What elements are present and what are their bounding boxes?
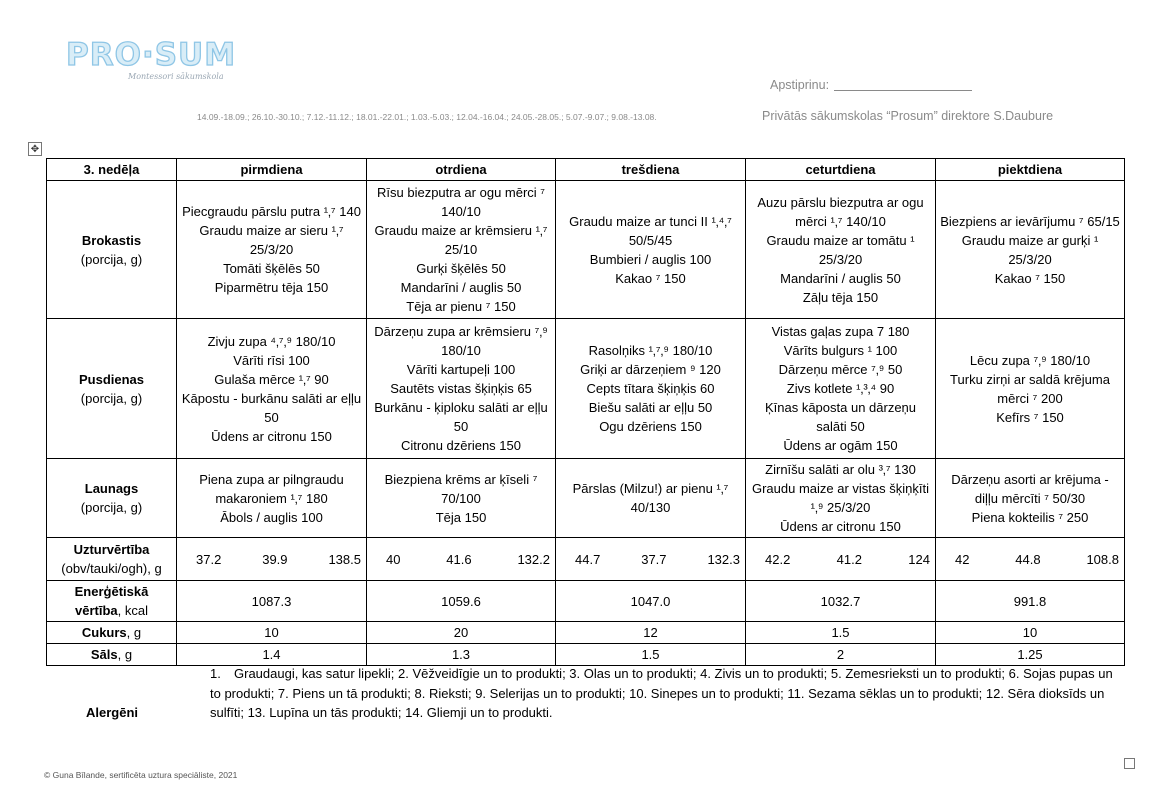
menu-dates: 14.09.-18.09.; 26.10.-30.10.; 7.12.-11.12.; 18.01.-22.01.; 1.03.-5.03.; 12.04.-16.04.; 24.05.-28.05.; 5.07.-9.07.; 9.08.-13.08. xyxy=(197,112,657,122)
fat-value: 39.9 xyxy=(262,551,288,567)
copyright-footer: © Guna Bīlande, sertificēta uztura speciāliste, 2021 xyxy=(44,770,238,780)
dish-item: Turku zirņi ar saldā krējuma mērci ⁷ 200 xyxy=(950,371,1110,406)
snack-row xyxy=(47,459,1125,538)
dish-item: Gurķi šķēlēs 50 xyxy=(416,261,506,276)
salt-value: 1.5 xyxy=(556,644,746,666)
nutrition-cell xyxy=(746,538,936,581)
salt-value: 1.3 xyxy=(367,644,556,666)
dish-item: Vārīti rīsi 100 xyxy=(233,352,310,368)
meal-cell xyxy=(367,459,556,538)
dish-item: Lēcu zupa ⁷‚⁹ 180/10 xyxy=(969,352,1091,368)
week-label: 3. nedēļa xyxy=(47,159,177,181)
breakfast-row xyxy=(47,181,1125,319)
approval-line xyxy=(770,78,972,92)
dish-item: Ūdens ar ogām 150 xyxy=(783,438,898,453)
dish-item: Kāpostu - burkānu salāti ar eļļu 50 xyxy=(181,390,362,425)
protein-value: 40 xyxy=(386,551,401,567)
row-label xyxy=(47,459,177,538)
dish-item: Vārīts bulgurs ¹ 100 xyxy=(783,343,898,358)
protein-value: 44.7 xyxy=(575,551,601,567)
dish-item: Ķīnas kāposta un dārzeņu salāti 50 xyxy=(764,400,917,434)
meal-cell xyxy=(936,181,1125,319)
dish-item: Ūdens ar citronu 150 xyxy=(211,428,332,444)
sugar-row xyxy=(47,622,1125,644)
nutrition-cell xyxy=(936,538,1125,581)
energy-value: 1087.3 xyxy=(177,581,367,622)
logo-text: PRO·SUM xyxy=(66,37,237,73)
dish-item: Piecgraudu pārslu putra ¹‚⁷ 140 xyxy=(182,204,361,219)
nutrition-cell xyxy=(367,538,556,581)
lunch-row xyxy=(47,319,1125,459)
dish-item: Tēja 150 xyxy=(435,509,487,525)
meal-cell xyxy=(746,319,936,459)
row-label xyxy=(47,622,177,644)
dish-item: Piena kokteilis ⁷ 250 xyxy=(971,509,1089,525)
dish-item: Vārīti kartupeļi 100 xyxy=(406,362,516,377)
salt-value: 1.25 xyxy=(936,644,1125,666)
dish-item: Dārzeņu zupa ar krēmsieru ⁷‚⁹ 180/10 xyxy=(374,324,548,358)
meal-name: Launags xyxy=(84,481,139,496)
energy-value: 1032.7 xyxy=(746,581,936,622)
salt-unit: , g xyxy=(117,647,133,662)
dish-item: Kakao ⁷ 150 xyxy=(615,270,686,286)
meal-cell xyxy=(936,319,1125,459)
allergens-list xyxy=(210,664,1115,723)
dish-item: Zāļu tēja 150 xyxy=(802,289,879,305)
dish-item: Dārzeņu mērce ⁷‚⁹ 50 xyxy=(778,362,903,377)
meal-cell xyxy=(367,319,556,459)
salt-row xyxy=(47,644,1125,666)
allergens-list-number: 1. xyxy=(210,666,221,681)
energy-value: 1047.0 xyxy=(556,581,746,622)
allergens-label: Alergēni xyxy=(86,705,139,720)
logo xyxy=(66,37,237,88)
protein-value: 42.2 xyxy=(765,551,791,567)
dish-item: Piparmētru tēja 150 xyxy=(214,280,329,295)
row-label xyxy=(47,181,177,319)
day-header: piektdiena xyxy=(936,159,1125,181)
row-label xyxy=(47,319,177,459)
meal-unit: (porcija, g) xyxy=(80,251,143,267)
dish-item: Zivju zupa ⁴‚⁷‚⁹ 180/10 xyxy=(207,333,336,349)
carb-value: 132.3 xyxy=(707,551,740,567)
nutrition-cell xyxy=(177,538,367,581)
energy-unit: , kcal xyxy=(117,603,148,618)
dish-item: Graudu maize ar krēmsieru ¹‚⁷ 25/10 xyxy=(374,223,548,257)
dish-item: Graudu maize ar gurķi ¹ 25/3/20 xyxy=(961,232,1099,267)
nutrition-row xyxy=(47,538,1125,581)
row-label xyxy=(47,581,177,622)
allergens-text: Graudaugi, kas satur lipekli; 2. Vēžveidīgie un to produkti; 3. Olas un to produkti; 4. Zivis un to produkti; 5. Zemesrieksti un to produkti; 6. Sojas pupas un to produkti; 7. Piens un tā produkti; 8. Rieksti; 9. Selerijas un to produkti; 10. Sinepes un to produkti; 11. Sezama sēklas un to produkti; 12. Sēra dioksīds un sulfīti; 13. Lupīna un tās produkti; 14. Gliemji un to produkti. xyxy=(210,666,1113,720)
dish-item: Zivs kotlete ¹‚³‚⁴ 90 xyxy=(786,381,895,396)
fat-value: 41.2 xyxy=(836,551,862,567)
meal-name: Pusdienas xyxy=(78,371,145,387)
fat-value: 37.7 xyxy=(641,551,667,567)
salt-label: Sāls xyxy=(90,647,118,662)
meal-cell xyxy=(177,459,367,538)
energy-value: 1059.6 xyxy=(367,581,556,622)
meal-unit: (porcija, g) xyxy=(80,500,143,515)
dish-item: Graudu maize ar tunci II ¹‚⁴‚⁷ 50/5/45 xyxy=(569,213,732,248)
fat-value: 44.8 xyxy=(1015,551,1041,567)
dish-item: Ogu dzēriens 150 xyxy=(599,419,702,434)
dish-item: Biešu salāti ar eļļu 50 xyxy=(588,400,713,415)
row-label xyxy=(47,538,177,581)
fat-value: 41.6 xyxy=(446,551,472,567)
meal-name: Brokastis xyxy=(81,232,142,248)
dish-item: Cepts tītara šķiņķis 60 xyxy=(586,381,715,396)
salt-value: 2 xyxy=(746,644,936,666)
energy-row xyxy=(47,581,1125,622)
carb-value: 138.5 xyxy=(328,551,361,567)
dish-item: Ūdens ar citronu 150 xyxy=(780,519,901,534)
dish-item: Auzu pārslu biezputra ar ogu mērci ¹‚⁷ 140/10 xyxy=(757,194,924,229)
sugar-value: 20 xyxy=(367,622,556,644)
sugar-value: 12 xyxy=(556,622,746,644)
day-header: trešdiena xyxy=(556,159,746,181)
dish-item: Mandarīni / auglis 50 xyxy=(400,280,522,295)
table-move-handle-icon[interactable]: ✥ xyxy=(28,142,42,156)
dish-item: Rasolņiks ¹‚⁷‚⁹ 180/10 xyxy=(588,343,713,358)
dish-item: Kefīrs ⁷ 150 xyxy=(996,409,1064,425)
day-header: ceturtdiena xyxy=(746,159,936,181)
logo-subtitle: Montessori sākumskola xyxy=(128,72,224,81)
nutrition-cell xyxy=(556,538,746,581)
approve-label: Apstiprinu: xyxy=(770,78,830,92)
dish-item: Rīsu biezputra ar ogu mērci ⁷ 140/10 xyxy=(377,185,545,219)
sugar-value: 10 xyxy=(936,622,1125,644)
dish-item: Piena zupa ar pilngraudu makaroniem ¹‚⁷ 180 xyxy=(199,471,344,506)
sugar-unit: , g xyxy=(126,625,142,640)
sugar-label: Cukurs xyxy=(81,625,127,640)
carb-value: 132.2 xyxy=(517,551,550,567)
meal-cell xyxy=(556,319,746,459)
protein-value: 37.2 xyxy=(196,551,222,567)
table-header-row xyxy=(47,159,1125,181)
dish-item: Biezpiens ar ievārījumu ⁷ 65/15 xyxy=(940,213,1120,229)
meal-cell xyxy=(177,181,367,319)
nutrition-label: Uzturvērtība xyxy=(73,542,150,557)
salt-value: 1.4 xyxy=(177,644,367,666)
dish-item: Dārzeņu asorti ar krējuma - diļļu mērcīti ⁷ 50/30 xyxy=(951,471,1109,506)
meal-cell xyxy=(177,319,367,459)
protein-value: 42 xyxy=(955,551,970,567)
meal-cell xyxy=(556,459,746,538)
dish-item: Graudu maize ar sieru ¹‚⁷ 25/3/20 xyxy=(199,223,344,257)
signature-line xyxy=(834,90,972,91)
meal-cell xyxy=(367,181,556,319)
sugar-value: 1.5 xyxy=(746,622,936,644)
energy-label: Enerģētiskā vērtība xyxy=(74,584,149,618)
energy-value: 991.8 xyxy=(936,581,1125,622)
day-header: pirmdiena xyxy=(177,159,367,181)
dish-item: Zirnīšu salāti ar olu ³‚⁷ 130 xyxy=(765,462,916,477)
meal-cell xyxy=(746,459,936,538)
day-header: otrdiena xyxy=(367,159,556,181)
dish-item: Sautēts vistas šķiņķis 65 xyxy=(390,381,532,396)
sugar-value: 10 xyxy=(177,622,367,644)
meal-cell xyxy=(746,181,936,319)
dish-item: Graudu maize ar tomātu ¹ 25/3/20 xyxy=(766,232,915,267)
meal-cell xyxy=(556,181,746,319)
meal-unit: (porcija, g) xyxy=(80,390,143,406)
dish-item: Graudu maize ar vistas šķiņķīti ¹‚⁹ 25/3/20 xyxy=(751,481,929,515)
dish-item: Burkānu - ķiploku salāti ar eļļu 50 xyxy=(374,400,548,434)
page-corner-box xyxy=(1124,758,1135,769)
dish-item: Biezpiena krēms ar ķīseli ⁷ 70/100 xyxy=(384,471,538,506)
dish-item: Mandarīni / auglis 50 xyxy=(780,270,901,286)
dish-item: Pārslas (Milzu!) ar pienu ¹‚⁷ 40/130 xyxy=(572,481,729,515)
weekly-menu-table xyxy=(46,158,1125,666)
meal-cell xyxy=(936,459,1125,538)
carb-value: 124 xyxy=(908,551,930,567)
dish-item: Kakao ⁷ 150 xyxy=(994,270,1066,286)
row-label xyxy=(47,644,177,666)
dish-item: Gulaša mērce ¹‚⁷ 90 xyxy=(214,371,329,387)
nutrition-unit: (obv/tauki/ogh), g xyxy=(61,561,162,576)
dish-item: Vistas gaļas zupa 7 180 xyxy=(771,324,910,339)
carb-value: 108.8 xyxy=(1086,551,1119,567)
dish-item: Citronu dzēriens 150 xyxy=(401,438,521,453)
dish-item: Bumbieri / auglis 100 xyxy=(589,251,712,267)
dish-item: Tomāti šķēlēs 50 xyxy=(223,261,320,276)
dish-item: Ābols / auglis 100 xyxy=(220,509,323,525)
dish-item: Tēja ar pienu ⁷ 150 xyxy=(406,299,516,314)
director-name: Privātās sākumskolas “Prosum” direktore S.Daubure xyxy=(762,109,1054,123)
dish-item: Griķi ar dārzeņiem ⁹ 120 xyxy=(580,362,721,377)
